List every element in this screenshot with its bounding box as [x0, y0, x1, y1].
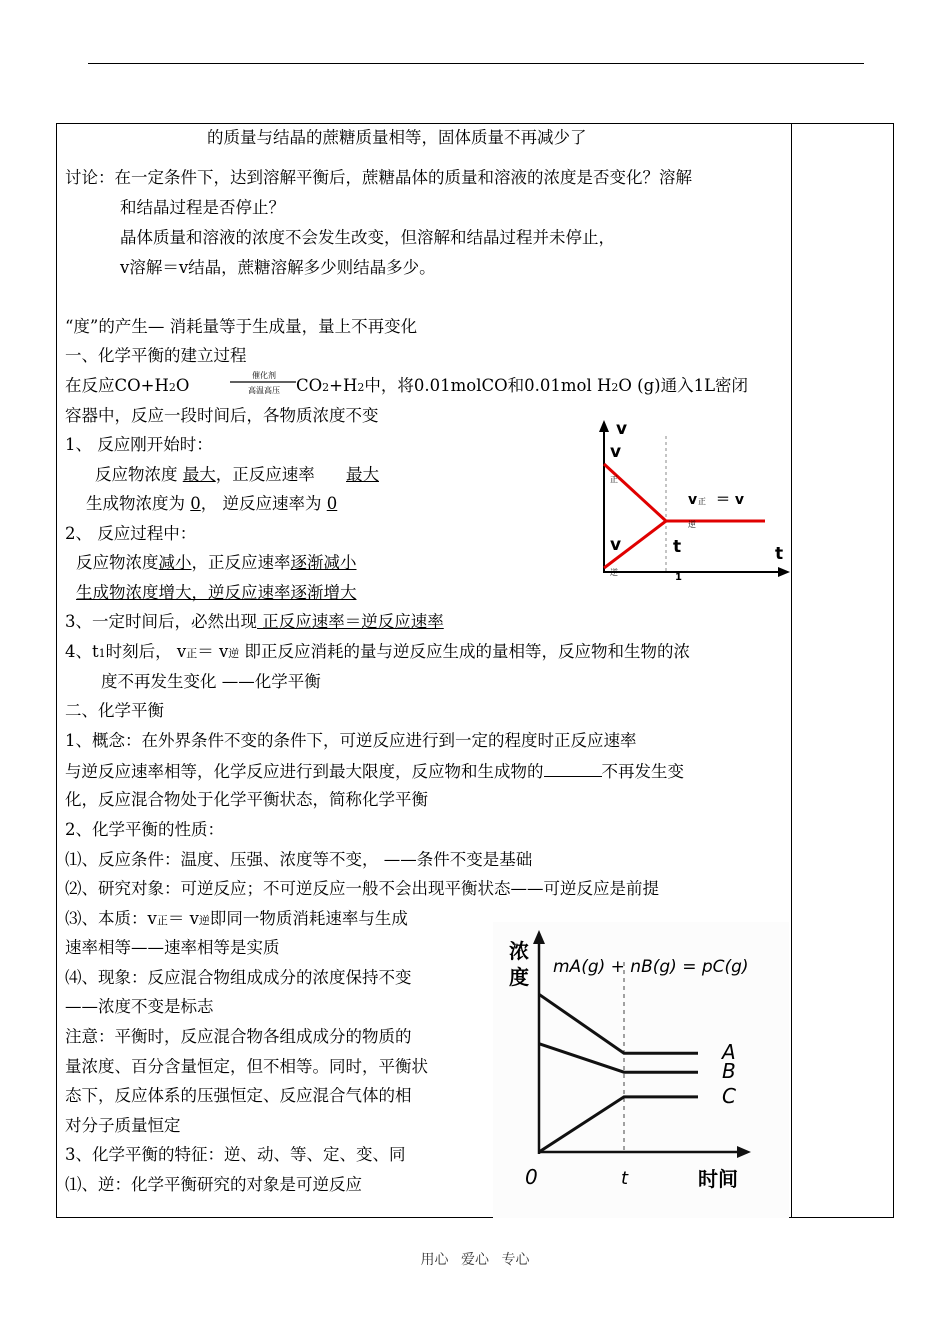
text-line: [76, 583, 357, 603]
subscript: 2: [611, 381, 619, 394]
text-span: ， 逆反应速率为: [200, 494, 327, 513]
rate-time-chart: [590, 418, 795, 590]
text-line: 2、 反应过程中：: [65, 524, 197, 543]
equal-label: v: [688, 492, 698, 508]
table-column-divider: [791, 123, 792, 1218]
v-forward-label: v: [610, 442, 622, 462]
text-line: 1、 反应刚开始时：: [65, 435, 213, 454]
text-span: 反应物浓度: [76, 553, 159, 572]
subscript: 正: [186, 647, 198, 660]
x-axis-label: 时间: [698, 1167, 738, 1191]
answer-underlined: 增大: [158, 583, 192, 602]
y-axis-arrow-icon: [599, 420, 609, 432]
origin-label: 0: [525, 1165, 538, 1189]
text-line: 晶体质量和溶液的浓度不会发生改变，但溶解和结晶过程并未停止，: [120, 228, 615, 247]
v-reverse-label: v: [610, 535, 622, 555]
text-line: ⑴、反应条件：温度、压强、浓度等不变， ——条件不变是基础: [65, 850, 533, 869]
text-line: 和结晶过程是否停止？: [120, 198, 285, 217]
text-span: 即同一物质消耗速率与生成: [209, 909, 408, 928]
answer-underlined: 生成物浓度: [76, 583, 159, 602]
text-line: v溶解＝v结晶，蔗糖溶解多少则结晶多少。: [120, 258, 436, 277]
text-line: ⑷、现象：反应混合物组成成分的浓度保持不变: [65, 968, 412, 987]
text-span: CO: [296, 376, 323, 395]
y-axis-label: 度: [509, 965, 529, 989]
text-line: [95, 465, 379, 485]
text-span: 不再发生变: [601, 762, 684, 781]
text-span: 反应物浓度: [95, 465, 183, 484]
x-axis-label: t: [775, 544, 784, 564]
subscript: 1: [98, 647, 106, 660]
forward-rate-line: [604, 464, 666, 521]
text-span: 1、概念：在外界条件不变的条件下，可逆反应: [65, 731, 406, 750]
text-line: ⑴、逆：化学平衡研究的对象是可逆反应: [65, 1175, 362, 1194]
page-footer: 用心 爱心 专心: [420, 1252, 530, 1268]
text-span: 生成物浓度为: [86, 494, 191, 513]
series-label-a: A: [722, 1040, 736, 1065]
text-line: 容器中，反应一段时间后，各物质浓度不变: [65, 406, 379, 425]
text-line: ——浓度不变是标志: [65, 997, 214, 1016]
answer-underlined: 最大: [182, 465, 216, 484]
fill-blank[interactable]: [544, 761, 602, 777]
text-span: 即正反应消耗的量与逆反应生成的量相等，反应物和生物的浓: [239, 642, 691, 661]
text-line: [65, 731, 637, 751]
catalyst-label: 催化剂: [252, 371, 276, 380]
text-line: 注意：平衡时，反应混合物各组成成分的物质的: [65, 1027, 412, 1046]
concentration-time-chart: [493, 922, 789, 1218]
v-reverse-sub: 逆: [610, 568, 618, 577]
t1-sub: 1: [675, 572, 682, 583]
text-line: 量浓度、百分含量恒定，但不相等。同时，平衡状: [65, 1057, 428, 1076]
text-span: 进行到一定的程度时正反应速率: [405, 731, 637, 750]
series-label-b: B: [722, 1059, 736, 1084]
x-axis-arrow-icon: [778, 567, 790, 577]
reaction-line-tail: [296, 376, 748, 398]
text-line: [65, 612, 444, 632]
text-line: 的质量与结晶的蔗糖质量相等，固体质量不再减少了: [207, 128, 587, 147]
t1-label: t: [673, 537, 682, 557]
subscript: 2: [322, 381, 330, 394]
text-span: 在反应CO+H: [65, 376, 169, 395]
text-span: 4、t: [65, 642, 99, 661]
subscript: 2: [168, 381, 176, 394]
y-axis-label: v: [616, 419, 628, 439]
text-line: 讨论：在一定条件下，达到溶解平衡后，蔗糖晶体的质量和溶液的浓度是否变化？溶解: [65, 168, 692, 187]
reaction-line: [65, 376, 189, 398]
text-line: [86, 494, 337, 514]
text-line: 化，反应混合物处于化学平衡状态，简称化学平衡: [65, 790, 428, 809]
text-line: [65, 909, 408, 931]
condition-label: 高温高压: [248, 386, 280, 395]
text-line: 2、化学平衡的性质：: [65, 820, 224, 839]
text-span: O (g)通入1L密闭: [618, 376, 749, 395]
text-line: [65, 642, 690, 664]
equal-label: ＝ v: [716, 492, 744, 508]
equal-label-sub: 正: [698, 497, 706, 506]
text-line: [76, 553, 357, 573]
text-line: 对分子质量恒定: [65, 1116, 181, 1135]
text-span: 与逆反应速率相等，化学反应进行到最大限度，反应物和生成物的: [65, 762, 544, 781]
y-axis-label: 浓: [509, 939, 529, 963]
text-span: 中，将0.01molCO和0.01mol H: [364, 376, 612, 395]
answer-underlined: 减小: [158, 553, 192, 572]
section-heading: 一、化学平衡的建立过程: [65, 346, 247, 365]
text-span: O: [175, 376, 190, 395]
text-line: 态下，反应体系的压强恒定、反应混合气体的相: [65, 1086, 412, 1105]
answer-underlined: 0: [326, 494, 338, 513]
answer-underlined: 逐渐增大: [290, 583, 357, 602]
equal-label-sub: 逆: [688, 520, 696, 529]
text-span: ，正反应速率: [215, 465, 320, 484]
subscript: 正: [156, 914, 168, 927]
answer-underlined: ，逆反应速率: [191, 583, 291, 602]
t-label: t: [621, 1168, 629, 1189]
reaction-arrow-icon: [228, 368, 298, 396]
text-line: 3、化学平衡的特征：逆、动、等、定、变、同: [65, 1145, 406, 1164]
text-span: ＝ v: [167, 909, 199, 928]
section-heading: 二、化学平衡: [65, 701, 164, 720]
answer-underlined: 0: [190, 494, 201, 513]
answer-underlined: 最大: [346, 465, 379, 484]
equation-label: mA(g) + nB(g) = pC(g): [553, 957, 749, 977]
answer-underlined: 逐渐减小: [290, 553, 357, 572]
text-line: 速率相等——速率相等是实质: [65, 938, 280, 957]
subscript: 逆: [198, 914, 210, 927]
answer-underlined: 正反应速率＝逆反应速率: [257, 612, 444, 631]
text-span: ＝ v: [197, 642, 229, 661]
subscript: 2: [357, 381, 365, 394]
text-line: [65, 761, 684, 782]
text-span: +H: [329, 376, 358, 395]
text-span: ，正反应速率: [191, 553, 291, 572]
text-span: 3、一定时间后，必然出现: [65, 612, 257, 631]
series-label-c: C: [722, 1083, 736, 1108]
text-line: ⑵、研究对象：可逆反应；不可逆反应一般不会出现平衡状态——可逆反应是前提: [65, 879, 659, 898]
text-span: 时刻后， v: [105, 642, 187, 661]
header-rule: [88, 63, 864, 64]
text-line: “度”的产生— 消耗量等于生成量，量上不再变化: [65, 317, 418, 336]
text-line: 度不再发生变化 ——化学平衡: [101, 672, 321, 691]
text-span: ⑶、本质：v: [65, 909, 157, 928]
v-forward-sub: 正: [610, 475, 618, 484]
subscript: 逆: [228, 647, 240, 660]
